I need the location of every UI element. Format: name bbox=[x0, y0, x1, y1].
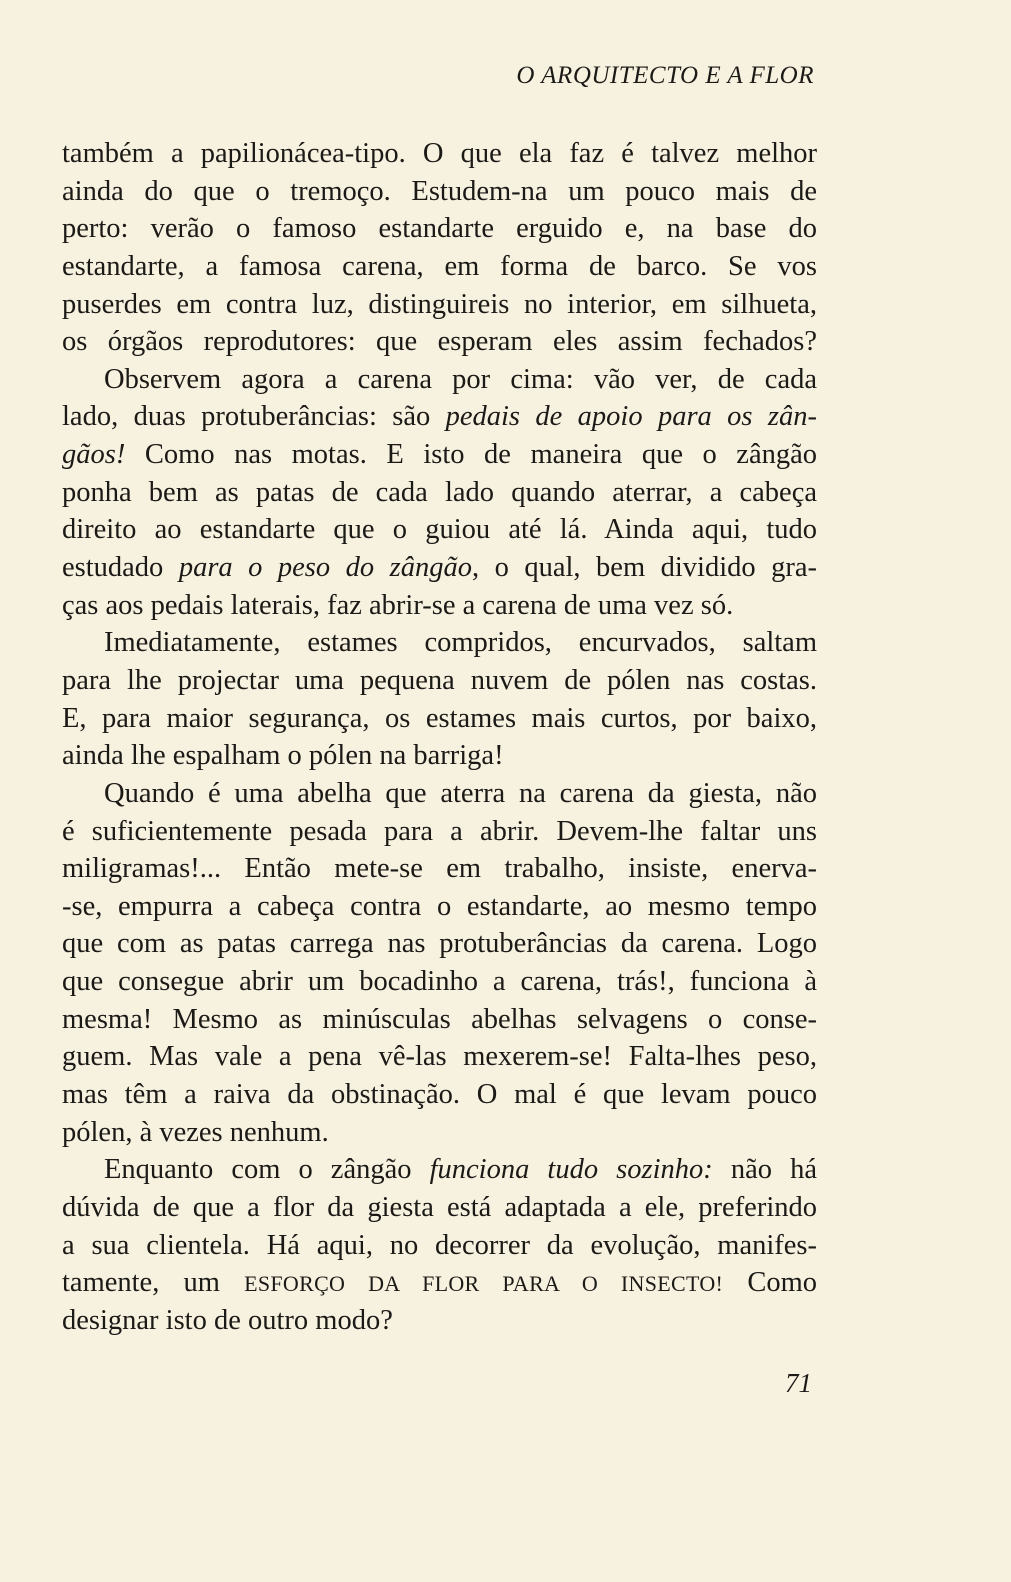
text-line: que consegue abrir um bocadinho a carena, trás!, funciona à bbox=[62, 966, 817, 998]
text-line: mesma! Mesmo as minúsculas abelhas selvagens o conse- bbox=[62, 1003, 817, 1035]
text-line: ainda do que o tremoço. Estudem-na um pouco mais de bbox=[62, 175, 817, 207]
text-line: miligramas!... Então mete-se em trabalho, insiste, enerva- bbox=[62, 853, 817, 885]
small-caps-phrase: ESFORÇO DA FLOR PARA O INSECTO! bbox=[244, 1271, 724, 1297]
italic-phrase: funciona tudo sozinho: bbox=[429, 1154, 713, 1186]
italic-phrase: pedais de apoio para os zân- bbox=[445, 401, 817, 433]
body-text bbox=[62, 135, 817, 1340]
text-line: E, para maior segurança, os estames mais curtos, por baixo, bbox=[62, 702, 817, 734]
text-line: mas têm a raiva da obstinação. O mal é que levam pouco bbox=[62, 1079, 817, 1111]
text-line: ainda lhe espalham o pólen na barriga! bbox=[62, 740, 504, 772]
text-line: Enquanto com o zângão funciona tudo sozinho: não há bbox=[104, 1154, 817, 1186]
running-head: O ARQUITECTO E A FLOR bbox=[516, 62, 814, 89]
text-line: Observem agora a carena por cima: vão ver, de cada bbox=[104, 363, 817, 395]
text-line: puserdes em contra luz, distinguireis no interior, em silhueta, bbox=[62, 288, 817, 320]
text-line: a sua clientela. Há aqui, no decorrer da evolução, manifes- bbox=[62, 1229, 817, 1261]
text-line: designar isto de outro modo? bbox=[62, 1304, 393, 1336]
text-line: estudado para o peso do zângão, o qual, bem dividido gra- bbox=[62, 552, 817, 584]
text-line: perto: verão o famoso estandarte erguido e, na base do bbox=[62, 213, 817, 245]
text-line: os órgãos reprodutores: que esperam eles assim fechados? bbox=[62, 326, 817, 358]
text-line: pólen, à vezes nenhum. bbox=[62, 1116, 329, 1148]
italic-phrase: para o peso do zângão bbox=[178, 552, 472, 584]
text-line: -se, empurra a cabeça contra o estandarte, ao mesmo tempo bbox=[62, 890, 817, 922]
text-line: guem. Mas vale a pena vê-las mexerem-se! Falta-lhes peso, bbox=[62, 1041, 817, 1073]
text-line: Quando é uma abelha que aterra na carena da giesta, não bbox=[104, 777, 817, 809]
text-line: também a papilionácea-tipo. O que ela faz é talvez melhor bbox=[62, 138, 817, 169]
italic-phrase: gãos! bbox=[62, 439, 126, 471]
page-number: 71 bbox=[785, 1368, 812, 1398]
text-line: estandarte, a famosa carena, em forma de barco. Se vos bbox=[62, 250, 817, 282]
text-line: tamente, um ESFORÇO DA FLOR PARA O INSECTO! Como bbox=[62, 1267, 817, 1299]
text-line: direito ao estandarte que o guiou até lá. Ainda aqui, tudo bbox=[62, 514, 817, 546]
text-line: ponha bem as patas de cada lado quando aterrar, a cabeça bbox=[62, 476, 817, 508]
text-line: ças aos pedais laterais, faz abrir-se a carena de uma vez só. bbox=[62, 589, 734, 621]
text-line: dúvida de que a flor da giesta está adaptada a ele, preferindo bbox=[62, 1191, 817, 1223]
text-line: gãos! Como nas motas. E isto de maneira que o zângão bbox=[62, 439, 817, 471]
text-line: para lhe projectar uma pequena nuvem de pólen nas costas. bbox=[62, 664, 817, 696]
text-line: é suficientemente pesada para a abrir. Devem-lhe faltar uns bbox=[62, 815, 817, 847]
text-line: lado, duas protuberâncias: são pedais de apoio para os zân- bbox=[62, 401, 817, 433]
text-line: que com as patas carrega nas protuberâncias da carena. Logo bbox=[62, 928, 817, 960]
text-line: Imediatamente, estames compridos, encurvados, saltam bbox=[104, 627, 817, 659]
